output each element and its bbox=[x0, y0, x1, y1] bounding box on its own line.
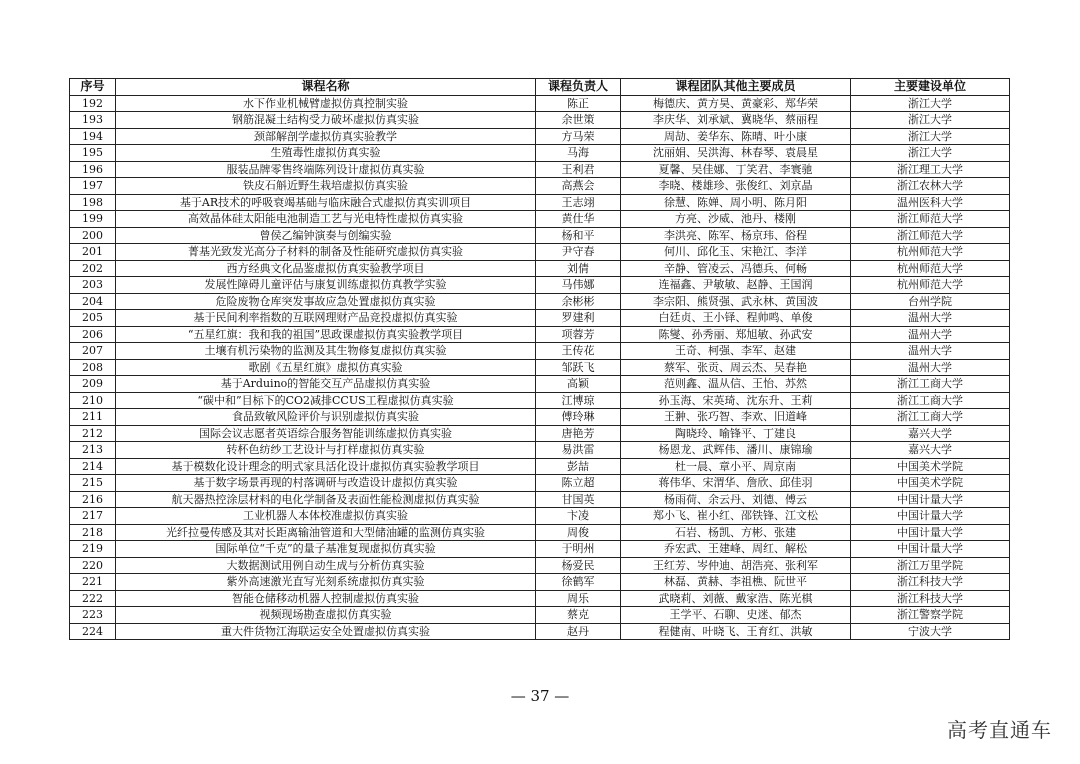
cell-course-name: 重大件货物江海联运安全处置虚拟仿真实验 bbox=[116, 623, 536, 640]
cell-course-name: 生殖毒性虚拟仿真实验 bbox=[116, 145, 536, 162]
cell-course-name: 智能仓储移动机器人控制虚拟仿真实验 bbox=[116, 590, 536, 607]
table-row bbox=[70, 128, 1010, 145]
table-row bbox=[70, 211, 1010, 228]
cell-course-name: 发展性障碍儿童评估与康复训练虚拟仿真教学实验 bbox=[116, 277, 536, 294]
cell-unit: 温州医科大学 bbox=[851, 194, 1010, 211]
cell-course-name: 西方经典文化品鉴虚拟仿真实验教学项目 bbox=[116, 260, 536, 277]
cell-team: 李晓、楼雄珍、张俊红、刘京晶 bbox=[621, 178, 851, 195]
cell-index: 201 bbox=[70, 244, 116, 261]
cell-unit: 温州大学 bbox=[851, 310, 1010, 327]
cell-unit: 浙江大学 bbox=[851, 95, 1010, 112]
cell-team: 孙玉海、宋英琦、沈东升、王莉 bbox=[621, 392, 851, 409]
cell-team: 连福鑫、尹敏敏、赵静、王国润 bbox=[621, 277, 851, 294]
cell-course-name: 服装品牌零售终端陈列设计虚拟仿真实验 bbox=[116, 161, 536, 178]
cell-unit: 杭州师范大学 bbox=[851, 244, 1010, 261]
cell-lead: 高燕会 bbox=[536, 178, 621, 195]
cell-unit: 中国美术学院 bbox=[851, 475, 1010, 492]
cell-course-name: 大数据测试用例自动生成与分析仿真实验 bbox=[116, 557, 536, 574]
cell-unit: 浙江工商大学 bbox=[851, 392, 1010, 409]
cell-course-name: 基于AR技术的呼吸衰竭基础与临床融合式虚拟仿真实训项目 bbox=[116, 194, 536, 211]
cell-team: 何川、邱化玉、宋艳江、李洋 bbox=[621, 244, 851, 261]
table-row bbox=[70, 178, 1010, 195]
cell-unit: 浙江大学 bbox=[851, 112, 1010, 129]
cell-lead: 刘倩 bbox=[536, 260, 621, 277]
cell-index: 213 bbox=[70, 442, 116, 459]
table-row bbox=[70, 194, 1010, 211]
cell-index: 203 bbox=[70, 277, 116, 294]
course-table-container bbox=[69, 78, 1009, 640]
cell-team: 陶晓玲、喻锋平、丁建良 bbox=[621, 425, 851, 442]
table-row bbox=[70, 442, 1010, 459]
cell-team: 杨雨荷、余云丹、刘德、傅云 bbox=[621, 491, 851, 508]
page-number: — 37 — bbox=[510, 687, 570, 705]
cell-course-name: 基于Arduino的智能交互产品虚拟仿真实验 bbox=[116, 376, 536, 393]
cell-lead: 王志翊 bbox=[536, 194, 621, 211]
cell-index: 210 bbox=[70, 392, 116, 409]
cell-course-name: 土壤有机污染物的监测及其生物修复虚拟仿真实验 bbox=[116, 343, 536, 360]
cell-index: 211 bbox=[70, 409, 116, 426]
cell-course-name: 高效晶体硅太阳能电池制造工艺与光电特性虚拟仿真实验 bbox=[116, 211, 536, 228]
table-row bbox=[70, 244, 1010, 261]
cell-index: 195 bbox=[70, 145, 116, 162]
cell-unit: 台州学院 bbox=[851, 293, 1010, 310]
cell-team: 王奇、柯强、李军、赵建 bbox=[621, 343, 851, 360]
table-row bbox=[70, 227, 1010, 244]
cell-index: 221 bbox=[70, 574, 116, 591]
cell-course-name: 曾侯乙编钟演奏与创编实验 bbox=[116, 227, 536, 244]
watermark-text: 高考直通车 bbox=[947, 718, 1052, 742]
cell-index: 193 bbox=[70, 112, 116, 129]
cell-team: 王红芳、岑仲迪、胡浩亮、张利军 bbox=[621, 557, 851, 574]
header-index: 序号 bbox=[70, 79, 116, 96]
cell-team: 杜一晨、章小平、周京南 bbox=[621, 458, 851, 475]
cell-index: 204 bbox=[70, 293, 116, 310]
cell-unit: 宁波大学 bbox=[851, 623, 1010, 640]
cell-team: 杨恩龙、武辉伟、潘川、康锦瑜 bbox=[621, 442, 851, 459]
header-unit: 主要建设单位 bbox=[851, 79, 1010, 96]
cell-lead: 陈立超 bbox=[536, 475, 621, 492]
cell-course-name: “五星红旗：我和我的祖国”思政课虚拟仿真实验教学项目 bbox=[116, 326, 536, 343]
cell-lead: 罗建利 bbox=[536, 310, 621, 327]
cell-lead: 蔡克 bbox=[536, 607, 621, 624]
cell-unit: 浙江理工大学 bbox=[851, 161, 1010, 178]
cell-course-name: 国际会议志愿者英语综合服务智能训练虚拟仿真实验 bbox=[116, 425, 536, 442]
cell-course-name: 紫外高速激光直写光刻系统虚拟仿真实验 bbox=[116, 574, 536, 591]
cell-unit: 温州大学 bbox=[851, 359, 1010, 376]
table-row bbox=[70, 524, 1010, 541]
cell-course-name: 转杯色纺纱工艺设计与打样虚拟仿真实验 bbox=[116, 442, 536, 459]
cell-course-name: 基于数字场景再现的村落调研与改造设计虚拟仿真实验 bbox=[116, 475, 536, 492]
cell-unit: 中国计量大学 bbox=[851, 541, 1010, 558]
cell-lead: 王传花 bbox=[536, 343, 621, 360]
table-row bbox=[70, 475, 1010, 492]
cell-unit: 浙江农林大学 bbox=[851, 178, 1010, 195]
cell-team: 李宗阳、熊贤强、武永林、黄国波 bbox=[621, 293, 851, 310]
cell-lead: 甘国英 bbox=[536, 491, 621, 508]
cell-course-name: 颈部解剖学虚拟仿真实验教学 bbox=[116, 128, 536, 145]
cell-lead: 马伟娜 bbox=[536, 277, 621, 294]
cell-lead: 方马荣 bbox=[536, 128, 621, 145]
cell-index: 216 bbox=[70, 491, 116, 508]
cell-course-name: 铁皮石斛近野生栽培虚拟仿真实验 bbox=[116, 178, 536, 195]
cell-unit: 浙江工商大学 bbox=[851, 376, 1010, 393]
cell-unit: 浙江科技大学 bbox=[851, 590, 1010, 607]
cell-team: 郑小飞、崔小红、邵铁锋、江文松 bbox=[621, 508, 851, 525]
cell-index: 207 bbox=[70, 343, 116, 360]
cell-index: 202 bbox=[70, 260, 116, 277]
table-row bbox=[70, 491, 1010, 508]
table-row bbox=[70, 343, 1010, 360]
cell-index: 224 bbox=[70, 623, 116, 640]
cell-lead: 杨和平 bbox=[536, 227, 621, 244]
cell-team: 乔宏武、王建峰、周红、解松 bbox=[621, 541, 851, 558]
cell-unit: 杭州师范大学 bbox=[851, 260, 1010, 277]
table-header-row bbox=[70, 79, 1010, 96]
cell-course-name: 光纤拉曼传感及其对长距离输油管道和大型储油罐的监测仿真实验 bbox=[116, 524, 536, 541]
cell-lead: 陈正 bbox=[536, 95, 621, 112]
cell-course-name: 歌剧《五星红旗》虚拟仿真实验 bbox=[116, 359, 536, 376]
cell-unit: 杭州师范大学 bbox=[851, 277, 1010, 294]
cell-lead: 杨爱民 bbox=[536, 557, 621, 574]
cell-unit: 浙江大学 bbox=[851, 145, 1010, 162]
cell-lead: 黄仕华 bbox=[536, 211, 621, 228]
cell-unit: 温州大学 bbox=[851, 326, 1010, 343]
cell-index: 205 bbox=[70, 310, 116, 327]
cell-index: 196 bbox=[70, 161, 116, 178]
table-row bbox=[70, 623, 1010, 640]
table-row bbox=[70, 359, 1010, 376]
table-row bbox=[70, 161, 1010, 178]
table-row bbox=[70, 557, 1010, 574]
cell-lead: 项蓉芳 bbox=[536, 326, 621, 343]
cell-team: 陈燮、孙秀丽、郑旭敏、孙武安 bbox=[621, 326, 851, 343]
cell-index: 197 bbox=[70, 178, 116, 195]
cell-index: 209 bbox=[70, 376, 116, 393]
header-course-name: 课程名称 bbox=[116, 79, 536, 96]
cell-lead: 周乐 bbox=[536, 590, 621, 607]
table-row bbox=[70, 607, 1010, 624]
table-row bbox=[70, 541, 1010, 558]
header-team: 课程团队其他主要成员 bbox=[621, 79, 851, 96]
cell-team: 李洪亮、陈军、杨京玮、俗程 bbox=[621, 227, 851, 244]
cell-lead: 余彬彬 bbox=[536, 293, 621, 310]
cell-unit: 浙江师范大学 bbox=[851, 227, 1010, 244]
cell-course-name: 工业机器人本体校准虚拟仿真实验 bbox=[116, 508, 536, 525]
cell-course-name: 菁基光致发光高分子材料的制备及性能研究虚拟仿真实验 bbox=[116, 244, 536, 261]
cell-team: 白廷贞、王小铎、程帅鸣、单俊 bbox=[621, 310, 851, 327]
cell-team: 沈丽娟、吴洪海、林春琴、袁晨星 bbox=[621, 145, 851, 162]
cell-unit: 中国计量大学 bbox=[851, 491, 1010, 508]
cell-unit: 中国计量大学 bbox=[851, 524, 1010, 541]
cell-index: 217 bbox=[70, 508, 116, 525]
cell-lead: 马海 bbox=[536, 145, 621, 162]
cell-team: 林磊、黄赫、李祖樵、阮世平 bbox=[621, 574, 851, 591]
cell-course-name: 国际单位“千克”的量子基准复现虚拟仿真实验 bbox=[116, 541, 536, 558]
cell-unit: 嘉兴大学 bbox=[851, 425, 1010, 442]
cell-index: 214 bbox=[70, 458, 116, 475]
cell-index: 198 bbox=[70, 194, 116, 211]
cell-lead: 尹守春 bbox=[536, 244, 621, 261]
table-row bbox=[70, 425, 1010, 442]
cell-team: 方亮、沙威、池丹、楼刚 bbox=[621, 211, 851, 228]
cell-lead: 高颖 bbox=[536, 376, 621, 393]
cell-index: 218 bbox=[70, 524, 116, 541]
cell-index: 223 bbox=[70, 607, 116, 624]
cell-lead: 易洪雷 bbox=[536, 442, 621, 459]
table-row bbox=[70, 409, 1010, 426]
table-row bbox=[70, 95, 1010, 112]
cell-unit: 中国计量大学 bbox=[851, 508, 1010, 525]
cell-index: 194 bbox=[70, 128, 116, 145]
cell-unit: 嘉兴大学 bbox=[851, 442, 1010, 459]
cell-team: 徐慧、陈婵、周小明、陈月阳 bbox=[621, 194, 851, 211]
table-row bbox=[70, 574, 1010, 591]
cell-team: 周劼、姜华东、陈晴、叶小康 bbox=[621, 128, 851, 145]
cell-index: 222 bbox=[70, 590, 116, 607]
cell-index: 219 bbox=[70, 541, 116, 558]
cell-lead: 邹跃飞 bbox=[536, 359, 621, 376]
course-table bbox=[69, 78, 1010, 640]
cell-index: 215 bbox=[70, 475, 116, 492]
cell-team: 武晓莉、刘薇、戴家浩、陈光棋 bbox=[621, 590, 851, 607]
cell-team: 蔡军、张贡、周云杰、吴春艳 bbox=[621, 359, 851, 376]
cell-course-name: 钢筋混凝土结构受力破坏虚拟仿真实验 bbox=[116, 112, 536, 129]
cell-unit: 中国美术学院 bbox=[851, 458, 1010, 475]
cell-course-name: 食品致敏风险评价与识别虚拟仿真实验 bbox=[116, 409, 536, 426]
table-row bbox=[70, 145, 1010, 162]
table-row bbox=[70, 508, 1010, 525]
cell-lead: 余世策 bbox=[536, 112, 621, 129]
cell-team: 梅德庆、黄方昊、黄豪彩、郑华荣 bbox=[621, 95, 851, 112]
cell-course-name: 危险废物仓库突发事故应急处置虚拟仿真实验 bbox=[116, 293, 536, 310]
cell-team: 辛静、管凌云、冯德兵、何畅 bbox=[621, 260, 851, 277]
cell-unit: 浙江警察学院 bbox=[851, 607, 1010, 624]
table-row bbox=[70, 112, 1010, 129]
cell-index: 200 bbox=[70, 227, 116, 244]
cell-index: 206 bbox=[70, 326, 116, 343]
cell-lead: 徐鹤军 bbox=[536, 574, 621, 591]
cell-unit: 温州大学 bbox=[851, 343, 1010, 360]
table-row bbox=[70, 277, 1010, 294]
cell-lead: 赵丹 bbox=[536, 623, 621, 640]
cell-unit: 浙江师范大学 bbox=[851, 211, 1010, 228]
cell-unit: 浙江科技大学 bbox=[851, 574, 1010, 591]
cell-course-name: 视频现场勘查虚拟仿真实验 bbox=[116, 607, 536, 624]
cell-team: 王学平、石聊、史迷、郁杰 bbox=[621, 607, 851, 624]
table-row bbox=[70, 376, 1010, 393]
table-row bbox=[70, 293, 1010, 310]
cell-index: 192 bbox=[70, 95, 116, 112]
cell-index: 199 bbox=[70, 211, 116, 228]
cell-lead: 王利君 bbox=[536, 161, 621, 178]
cell-lead: 卞凌 bbox=[536, 508, 621, 525]
cell-team: 王翀、张巧智、李欢、旧道峰 bbox=[621, 409, 851, 426]
cell-lead: 傅玲琳 bbox=[536, 409, 621, 426]
cell-team: 蒋伟华、宋渭华、詹欣、邱佳羽 bbox=[621, 475, 851, 492]
cell-index: 208 bbox=[70, 359, 116, 376]
cell-course-name: “碳中和”目标下的CO2减排CCUS工程虚拟仿真实验 bbox=[116, 392, 536, 409]
cell-course-name: 基于民间利率指数的互联网理财产品竞投虚拟仿真实验 bbox=[116, 310, 536, 327]
table-row bbox=[70, 590, 1010, 607]
cell-team: 石岩、杨凯、方彬、张建 bbox=[621, 524, 851, 541]
cell-lead: 于明州 bbox=[536, 541, 621, 558]
cell-team: 李庆华、刘承斌、冀晓华、蔡丽程 bbox=[621, 112, 851, 129]
table-row bbox=[70, 392, 1010, 409]
cell-team: 范则鑫、温从信、王怡、苏然 bbox=[621, 376, 851, 393]
cell-unit: 浙江工商大学 bbox=[851, 409, 1010, 426]
header-lead: 课程负责人 bbox=[536, 79, 621, 96]
cell-lead: 唐艳芳 bbox=[536, 425, 621, 442]
cell-course-name: 航天器热控涂层材料的电化学制备及表面性能检测虚拟仿真实验 bbox=[116, 491, 536, 508]
cell-course-name: 水下作业机械臂虚拟仿真控制实验 bbox=[116, 95, 536, 112]
cell-course-name: 基于模数化设计理念的明式家具活化设计虚拟仿真实验教学项目 bbox=[116, 458, 536, 475]
table-row bbox=[70, 260, 1010, 277]
cell-index: 212 bbox=[70, 425, 116, 442]
cell-team: 夏馨、吴佳娜、丁笑君、李寰驰 bbox=[621, 161, 851, 178]
table-row bbox=[70, 310, 1010, 327]
cell-lead: 江博琼 bbox=[536, 392, 621, 409]
cell-lead: 彭喆 bbox=[536, 458, 621, 475]
cell-unit: 浙江大学 bbox=[851, 128, 1010, 145]
cell-index: 220 bbox=[70, 557, 116, 574]
table-row bbox=[70, 458, 1010, 475]
cell-unit: 浙江万里学院 bbox=[851, 557, 1010, 574]
cell-team: 程健南、叶晓飞、王育红、洪敏 bbox=[621, 623, 851, 640]
table-row bbox=[70, 326, 1010, 343]
cell-lead: 周俊 bbox=[536, 524, 621, 541]
